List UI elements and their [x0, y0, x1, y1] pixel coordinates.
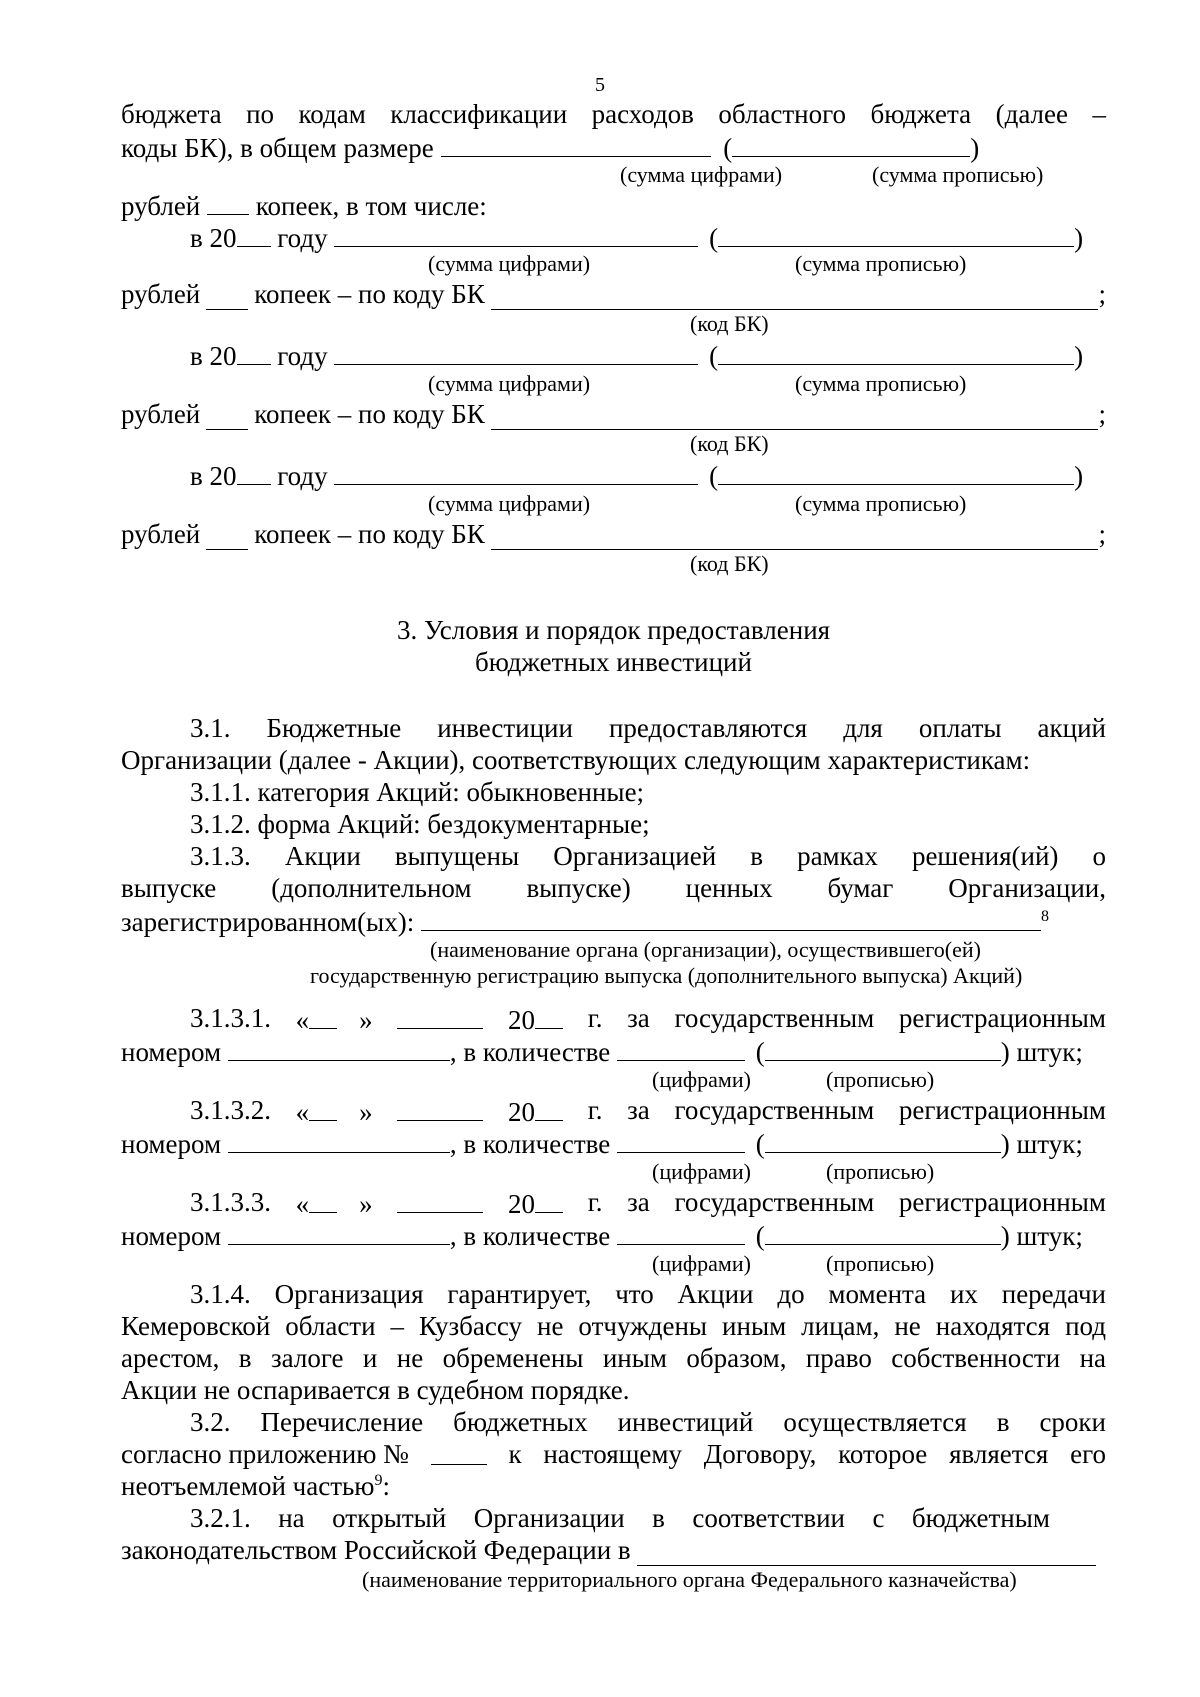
p312: 3.1.2. форма Акций: бездокументарные;	[190, 809, 650, 839]
year-prefix: 20	[508, 1189, 536, 1219]
rubles-label: рублей	[121, 191, 201, 221]
bk-code-blank[interactable]	[491, 403, 1099, 430]
word: регистрационным	[898, 1095, 1106, 1125]
day-group	[296, 1186, 373, 1218]
word: кодам	[298, 99, 366, 129]
word: за	[627, 1095, 650, 1125]
caption-words: (прописью)	[826, 1067, 935, 1092]
reg-item-2-line-2	[121, 1126, 1106, 1158]
word: государственным	[674, 1003, 875, 1033]
word: открытый	[332, 1503, 447, 1533]
quantity-label: , в количестве	[449, 1221, 611, 1251]
word: предоставляются	[608, 713, 808, 743]
year-line-1	[190, 220, 1084, 253]
caption-digits: (цифрами)	[652, 1067, 751, 1092]
word: бюджетных	[453, 1407, 588, 1437]
word: бюджетным	[911, 1503, 1050, 1533]
kopecks-label: копеек, в том числе:	[255, 191, 487, 221]
caption-digits: (цифрами)	[652, 1159, 751, 1184]
reg-item-3-line-1	[190, 1186, 1106, 1218]
word: г.	[587, 1187, 603, 1217]
page-number: 5	[595, 74, 605, 96]
quantity-digits-blank[interactable]	[617, 1126, 745, 1153]
word: (дополнительном	[271, 873, 472, 903]
kopecks-blank[interactable]	[207, 188, 249, 215]
year-group	[508, 1186, 563, 1218]
footnote-ref-9[interactable]: 9	[374, 1472, 383, 1489]
caption-sum-words: (сумма прописью)	[795, 251, 967, 276]
reg-item-3-line-2	[121, 1218, 1106, 1250]
word: что	[615, 1279, 654, 1309]
word: на	[1079, 1343, 1106, 1373]
word: сроки	[1039, 1407, 1106, 1437]
word: которое	[838, 1439, 928, 1469]
word: –	[1092, 99, 1106, 129]
integral-part-text: неотъемлемой частью	[121, 1471, 375, 1501]
reg-item-2-line-1	[190, 1094, 1106, 1126]
word: (далее	[995, 99, 1068, 129]
word: регистрационным	[898, 1187, 1106, 1217]
word: ценных	[685, 873, 773, 903]
p313-line-1	[190, 840, 1106, 872]
word: акций	[1037, 713, 1106, 743]
year-group	[508, 1002, 563, 1034]
number-label: номером	[121, 1129, 222, 1159]
bk-code-line-3	[121, 518, 1106, 550]
word: оплаты	[918, 713, 1002, 743]
word: 3.1.	[190, 713, 231, 743]
quantity-words-blank[interactable]	[765, 1034, 1001, 1061]
year-label: в 20	[190, 223, 237, 253]
caption-sum-words: (сумма прописью)	[795, 371, 967, 396]
word: 3.1.3.3.	[190, 1187, 271, 1217]
treasury-body-blank[interactable]	[637, 1539, 1096, 1566]
quote: «	[295, 1005, 310, 1035]
quantity-words-blank[interactable]	[765, 1218, 1001, 1245]
word: до	[777, 1279, 805, 1309]
word: за	[627, 1187, 650, 1217]
bk-code-blank[interactable]	[491, 523, 1099, 550]
caption-words: (прописью)	[826, 1159, 935, 1184]
reg-number-blank[interactable]	[228, 1034, 450, 1061]
year-word: году	[277, 461, 328, 491]
paren: )	[1074, 223, 1084, 253]
word: 3.1.4.	[190, 1279, 251, 1309]
word: под	[1065, 1311, 1106, 1341]
paren: (	[709, 341, 719, 371]
semicolon: ;	[1098, 399, 1106, 429]
year-group	[508, 1094, 563, 1126]
rubles-label: рублей	[121, 399, 201, 429]
year-blank[interactable]	[237, 458, 271, 485]
year-sum-digits-blank[interactable]	[334, 458, 698, 485]
caption-sum-digits: (сумма цифрами)	[428, 491, 591, 516]
paren: (	[723, 133, 733, 163]
word: 3.1.3.	[190, 841, 251, 871]
word: Организации	[473, 1503, 625, 1533]
paren: )	[1074, 461, 1084, 491]
word: 3.2.1.	[190, 1503, 251, 1533]
word: Договору,	[703, 1439, 817, 1469]
year-blank[interactable]	[535, 1186, 563, 1213]
word: лицам,	[801, 1311, 880, 1341]
word: государственным	[674, 1187, 875, 1217]
year-line-2	[190, 338, 1084, 371]
total-sum-digits-blank[interactable]	[441, 130, 711, 157]
caption-bk-code: (код БК)	[690, 551, 769, 576]
caption-registering-body-2: государственную регистрацию выпуска (дополнительного выпуска) Акций)	[310, 963, 1023, 988]
word: инвестиций	[617, 1407, 754, 1437]
kopecks-blank[interactable]	[206, 403, 248, 430]
p32-line-1	[190, 1406, 1106, 1438]
word: момента	[828, 1279, 927, 1309]
word: осуществляется	[783, 1407, 967, 1437]
word: собственности	[891, 1343, 1061, 1373]
reg-number-blank[interactable]	[228, 1218, 450, 1245]
legislation-label: законодательством Российской Федерации в	[121, 1535, 631, 1565]
caption-sum-words: (сумма прописью)	[872, 162, 1044, 187]
word: иным	[722, 1311, 787, 1341]
year-word: году	[277, 223, 328, 253]
word: обременены	[442, 1343, 584, 1373]
word: находятся	[935, 1311, 1051, 1341]
bk-code-blank[interactable]	[491, 283, 1099, 310]
p313-line-2	[121, 872, 1106, 904]
reg-item-1-line-2	[121, 1034, 1106, 1066]
word: регистрационным	[898, 1003, 1106, 1033]
word: Кузбассу	[419, 1311, 523, 1341]
word: в	[652, 1503, 665, 1533]
number-label: номером	[121, 1037, 222, 1067]
caption-sum-digits: (сумма цифрами)	[620, 162, 783, 187]
year-blank[interactable]	[237, 338, 271, 365]
word: классификации	[390, 99, 568, 129]
registering-body-blank[interactable]	[421, 904, 1041, 931]
word: Перечисление	[260, 1407, 424, 1437]
word: бумаг	[827, 873, 894, 903]
word: иным	[602, 1343, 667, 1373]
year-blank[interactable]	[535, 1002, 563, 1029]
word: не	[396, 1343, 424, 1373]
word: Организацией	[553, 841, 717, 871]
caption-sum-words: (сумма прописью)	[795, 491, 967, 516]
p321-line-1	[190, 1502, 1050, 1534]
word: выпущены	[394, 841, 520, 871]
p311: 3.1.1. категория Акций: обыкновенные;	[190, 777, 645, 807]
word: Кемеровской	[121, 1311, 271, 1341]
year-label: в 20	[190, 461, 237, 491]
word: передачи	[1001, 1279, 1106, 1309]
registered-label: зарегистрированном(ых):	[121, 907, 415, 937]
quantity-digits-blank[interactable]	[617, 1034, 745, 1061]
word: образом,	[686, 1343, 787, 1373]
word: не	[894, 1311, 921, 1341]
word: бюджета	[870, 99, 972, 129]
word: настоящему	[543, 1439, 682, 1469]
caption-bk-code: (код БК)	[690, 311, 769, 336]
paren: (	[755, 1221, 765, 1251]
quote: «	[295, 1189, 310, 1219]
reg-item-1-line-1	[190, 1002, 1106, 1034]
semicolon: ;	[1098, 279, 1106, 309]
p314-line-2	[121, 1310, 1106, 1342]
footnote-ref-8[interactable]: 8	[1040, 908, 1049, 925]
word: расходов	[591, 99, 694, 129]
p321-line-2	[121, 1534, 1096, 1566]
paren: )	[1074, 341, 1084, 371]
year-label: в 20	[190, 341, 237, 371]
p314-line-4: Акции не оспаривается в судебном порядке.	[121, 1375, 630, 1405]
year-sum-digits-blank[interactable]	[334, 220, 698, 247]
caption-sum-digits: (сумма цифрами)	[428, 251, 591, 276]
word: Организации,	[948, 873, 1106, 903]
quote: »	[359, 1005, 373, 1035]
p32-line-3	[121, 1470, 1106, 1502]
p313-line-3	[121, 904, 1081, 936]
section-title-line-1: 3. Условия и порядок предоставления	[396, 615, 831, 645]
word: отчуждены	[578, 1311, 708, 1341]
word: о	[1092, 841, 1106, 871]
p31-line-1	[190, 712, 1106, 744]
year-blank[interactable]	[535, 1094, 563, 1121]
word: 3.1.3.1.	[190, 1003, 271, 1033]
year-sum-words-blank[interactable]	[718, 458, 1074, 485]
rubles-label: рублей	[121, 279, 201, 309]
rubles-label: рублей	[121, 519, 201, 549]
caption-treasury-body: (наименование территориального органа Федерального казначейства)	[362, 1567, 1017, 1592]
word: в	[238, 1343, 252, 1373]
quantity-label: , в количестве	[449, 1129, 611, 1159]
reg-number-blank[interactable]	[228, 1126, 450, 1153]
word: гарантирует,	[447, 1279, 592, 1309]
word: арестом,	[121, 1343, 220, 1373]
word: области	[285, 1311, 376, 1341]
month-blank[interactable]	[397, 1002, 483, 1029]
month-blank[interactable]	[397, 1094, 483, 1121]
year-word: году	[277, 341, 328, 371]
year-sum-digits-blank[interactable]	[334, 338, 698, 365]
word: по	[246, 99, 275, 129]
appendix-number-blank[interactable]	[431, 1438, 487, 1465]
number-label: номером	[121, 1221, 222, 1251]
word: на	[278, 1503, 305, 1533]
bk-code-label: копеек – по коду БК	[254, 399, 485, 429]
colon: :	[382, 1471, 390, 1501]
quantity-words-blank[interactable]	[765, 1126, 1001, 1153]
word: для	[843, 713, 883, 743]
caption-bk-code: (код БК)	[690, 431, 769, 456]
day-blank[interactable]	[309, 1186, 337, 1213]
day-group	[296, 1002, 373, 1034]
year-line-3	[190, 458, 1084, 491]
year-sum-words-blank[interactable]	[718, 220, 1074, 247]
word: бюджета	[121, 99, 222, 129]
quote: «	[295, 1097, 310, 1127]
word: право	[805, 1343, 872, 1373]
word: г.	[587, 1003, 603, 1033]
bk-code-line-1	[121, 278, 1106, 310]
word: 3.1.3.2.	[190, 1095, 271, 1125]
caption-words: (прописью)	[826, 1251, 935, 1276]
quantity-label: , в количестве	[449, 1037, 611, 1067]
bk-code-label: копеек – по коду БК	[254, 279, 485, 309]
semicolon: ;	[1098, 519, 1106, 549]
quantity-digits-blank[interactable]	[617, 1218, 745, 1245]
p31-line-2: Организации (далее - Акции), соответствующих следующим характеристикам:	[121, 745, 1031, 775]
word: выпуске)	[526, 873, 631, 903]
quote: »	[359, 1097, 373, 1127]
rubles-intro-line	[121, 188, 1106, 220]
p32-line-2	[121, 1438, 1106, 1470]
year-prefix: 20	[508, 1005, 536, 1035]
word: в	[750, 841, 763, 871]
year-blank[interactable]	[237, 220, 271, 247]
appendix-label: согласно приложению №	[121, 1439, 409, 1469]
day-group	[296, 1094, 373, 1126]
word: инвестиции	[437, 713, 573, 743]
word: выпуске	[121, 873, 217, 903]
p314-line-3	[121, 1342, 1106, 1374]
budget-line-1	[121, 98, 1106, 130]
caption-sum-digits: (сумма цифрами)	[428, 371, 591, 396]
word: областного	[718, 99, 847, 129]
bk-code-line-2	[121, 398, 1106, 430]
section-title-line-2: бюджетных инвестиций	[475, 647, 752, 677]
day-blank[interactable]	[309, 1002, 337, 1029]
total-amount-line	[121, 130, 1106, 162]
word: их	[949, 1279, 978, 1309]
pieces-label: ) штук;	[1000, 1221, 1083, 1251]
word: в	[996, 1407, 1010, 1437]
total-amount-label: коды БК), в общем размере	[121, 133, 434, 163]
paren: (	[755, 1037, 765, 1067]
pieces-label: ) штук;	[1000, 1037, 1083, 1067]
day-blank[interactable]	[309, 1094, 337, 1121]
word: Акции	[677, 1279, 754, 1309]
word: является	[949, 1439, 1049, 1469]
paren: (	[755, 1129, 765, 1159]
word: Организация	[274, 1279, 424, 1309]
paren: (	[709, 223, 719, 253]
word: 3.2.	[190, 1407, 231, 1437]
word: с	[872, 1503, 885, 1533]
caption-registering-body-1: (наименование органа (организации), осуществившего(ей)	[430, 937, 981, 962]
word: не	[537, 1311, 564, 1341]
word: залоге	[270, 1343, 344, 1373]
word: за	[627, 1003, 650, 1033]
word: государственным	[674, 1095, 875, 1125]
caption-digits: (цифрами)	[652, 1251, 751, 1276]
word: к	[508, 1439, 522, 1469]
word: соответствии	[692, 1503, 845, 1533]
year-sum-words-blank[interactable]	[718, 338, 1074, 365]
quote: »	[359, 1189, 373, 1219]
kopecks-blank[interactable]	[206, 283, 248, 310]
word: и	[362, 1343, 378, 1373]
word: рамках	[797, 841, 878, 871]
paren: )	[970, 133, 980, 163]
word: г.	[587, 1095, 603, 1125]
year-prefix: 20	[508, 1097, 536, 1127]
word: –	[390, 1311, 405, 1341]
bk-code-label: копеек – по коду БК	[254, 519, 485, 549]
total-sum-words-blank[interactable]	[732, 130, 970, 157]
p314-line-1	[190, 1278, 1106, 1310]
word: Бюджетные	[266, 713, 402, 743]
paren: (	[709, 461, 719, 491]
month-blank[interactable]	[397, 1186, 483, 1213]
word: Акции	[284, 841, 361, 871]
word: решения(ий)	[911, 841, 1059, 871]
word: его	[1070, 1439, 1106, 1469]
pieces-label: ) штук;	[1000, 1129, 1083, 1159]
kopecks-blank[interactable]	[206, 523, 248, 550]
